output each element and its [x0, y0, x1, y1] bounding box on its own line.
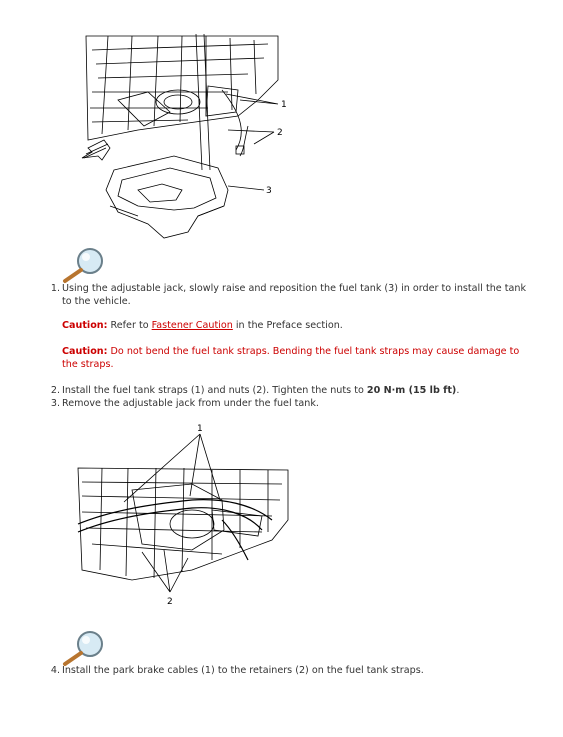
caution-text-before: Refer to — [110, 320, 152, 331]
step-number: 3. — [50, 398, 60, 409]
callout-1: 1 — [197, 424, 203, 434]
caution-text-after: in the Preface section. — [232, 320, 343, 331]
torque-value: 20 N·m (15 lb ft) — [366, 385, 457, 396]
step-number: 1. — [50, 283, 60, 294]
step-text: Using the adjustable jack, slowly raise and reposition the fuel tank (3) in order to install the tank to the vehicle. — [62, 283, 527, 307]
fastener-caution-link[interactable]: Fastener Caution — [151, 320, 233, 331]
step-text — [62, 384, 532, 397]
step-number: 2. — [50, 385, 60, 396]
step-text: Install the park brake cables (1) to the retainers (2) on the fuel tank straps. — [62, 665, 424, 676]
magnifier-icon[interactable] — [60, 627, 106, 667]
caution-label: Caution: — [62, 320, 108, 331]
callout-2: 2 — [167, 597, 173, 607]
step-text-after: . — [456, 385, 460, 396]
figure-fuel-tank-install — [78, 30, 288, 250]
step-text-before: Install the fuel tank straps (1) and nuts (2). Tighten the nuts to — [62, 385, 367, 396]
caution-text: Do not bend the fuel tank straps. Bending the fuel tank straps may cause damage to the straps. — [62, 346, 520, 370]
step-text: Remove the adjustable jack from under the fuel tank. — [62, 398, 319, 409]
caution-label: Caution: — [62, 346, 108, 357]
step-number: 4. — [50, 665, 60, 676]
callout-3: 3 — [266, 186, 272, 196]
caution-straps — [62, 345, 537, 371]
callout-2: 2 — [277, 128, 283, 138]
figure-park-brake-cables — [72, 420, 292, 610]
caution-fastener — [62, 319, 537, 332]
callout-1: 1 — [281, 100, 287, 110]
magnifier-icon[interactable] — [60, 244, 106, 284]
